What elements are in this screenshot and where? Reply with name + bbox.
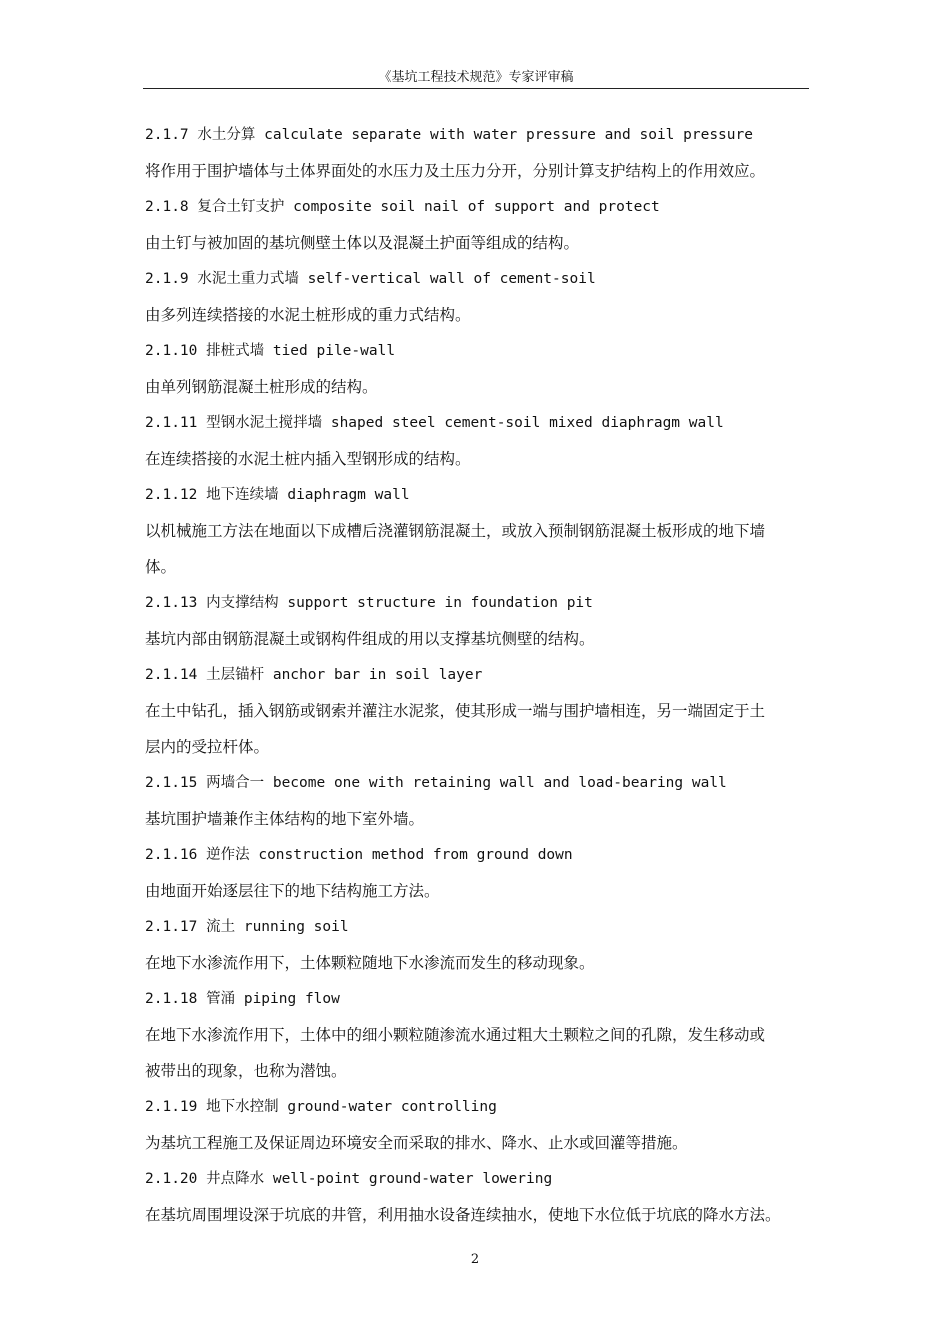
header-rule [143, 88, 809, 89]
term-heading: 2.1.8 复合土钉支护 composite soil nail of support and protect [145, 199, 660, 215]
term-definition [145, 945, 809, 981]
term-definition [145, 1197, 809, 1233]
term-definition [145, 513, 809, 585]
definition-line: 在土中钻孔，插入钢筋或钢索并灌注水泥浆，使其形成一端与围护墙相连，另一端固定于土 [145, 702, 766, 720]
term-definition [145, 1125, 809, 1161]
term-definition [145, 297, 809, 333]
document-body [145, 117, 809, 1233]
term-heading: 2.1.16 逆作法 construction method from ground down [145, 847, 573, 863]
definition-line: 以机械施工方法在地面以下成槽后浇灌钢筋混凝土，或放入预制钢筋混凝土板形成的地下墙 [145, 522, 766, 540]
term-heading: 2.1.9 水泥土重力式墙 self-vertical wall of cement-soil [145, 271, 596, 287]
definition-line: 将作用于围护墙体与土体界面处的水压力及土压力分开，分别计算支护结构上的作用效应。 [145, 162, 766, 180]
page-number: 2 [470, 1252, 480, 1267]
term-heading: 2.1.7 水土分算 calculate separate with water pressure and soil pressure [145, 127, 753, 143]
definition-line: 在地下水渗流作用下，土体颗粒随地下水渗流而发生的移动现象。 [145, 954, 595, 972]
term-heading: 2.1.14 土层锚杆 anchor bar in soil layer [145, 667, 483, 683]
term-heading: 2.1.12 地下连续墙 diaphragm wall [145, 487, 410, 503]
term-heading: 2.1.11 型钢水泥土搅拌墙 shaped steel cement-soil mixed diaphragm wall [145, 415, 724, 431]
term-definition [145, 441, 809, 477]
definition-line: 由土钉与被加固的基坑侧壁土体以及混凝土护面等组成的结构。 [145, 234, 580, 252]
term-heading: 2.1.13 内支撑结构 support structure in foundation pit [145, 595, 593, 611]
term-definition [145, 225, 809, 261]
term-heading: 2.1.18 管涌 piping flow [145, 991, 340, 1007]
definition-line: 由多列连续搭接的水泥土桩形成的重力式结构。 [145, 306, 471, 324]
definition-line: 由地面开始逐层往下的地下结构施工方法。 [145, 882, 440, 900]
definition-line: 在地下水渗流作用下，土体中的细小颗粒随渗流水通过粗大土颗粒之间的孔隙，发生移动或 [145, 1026, 766, 1044]
term-heading: 2.1.10 排桩式墙 tied pile-wall [145, 343, 396, 359]
definition-line: 在连续搭接的水泥土桩内插入型钢形成的结构。 [145, 450, 471, 468]
term-heading: 2.1.20 井点降水 well-point ground-water lowering [145, 1171, 553, 1187]
definition-line: 基坑围护墙兼作主体结构的地下室外墙。 [145, 810, 425, 828]
term-definition [145, 801, 809, 837]
definition-line: 被带出的现象，也称为潜蚀。 [145, 1062, 347, 1080]
definition-line: 基坑内部由钢筋混凝土或钢构件组成的用以支撑基坑侧壁的结构。 [145, 630, 595, 648]
term-definition [145, 1017, 809, 1089]
definition-line: 在基坑周围埋设深于坑底的井管，利用抽水设备连续抽水，使地下水位低于坑底的降水方法。 [145, 1206, 781, 1224]
definition-line: 体。 [145, 558, 177, 576]
page-header: 《基坑工程技术规范》专家评审稿 [378, 70, 574, 85]
term-heading: 2.1.17 流土 running soil [145, 919, 349, 935]
definition-line: 由单列钢筋混凝土桩形成的结构。 [145, 378, 378, 396]
term-definition [145, 873, 809, 909]
term-definition [145, 693, 809, 765]
term-heading: 2.1.15 两墙合一 become one with retaining wall and load-bearing wall [145, 775, 727, 791]
definition-line: 层内的受拉杆体。 [145, 738, 270, 756]
definition-line: 为基坑工程施工及保证周边环境安全而采取的排水、降水、止水或回灌等措施。 [145, 1134, 688, 1152]
term-definition [145, 621, 809, 657]
term-heading: 2.1.19 地下水控制 ground-water controlling [145, 1099, 497, 1115]
term-definition [145, 369, 809, 405]
term-definition [145, 153, 809, 189]
